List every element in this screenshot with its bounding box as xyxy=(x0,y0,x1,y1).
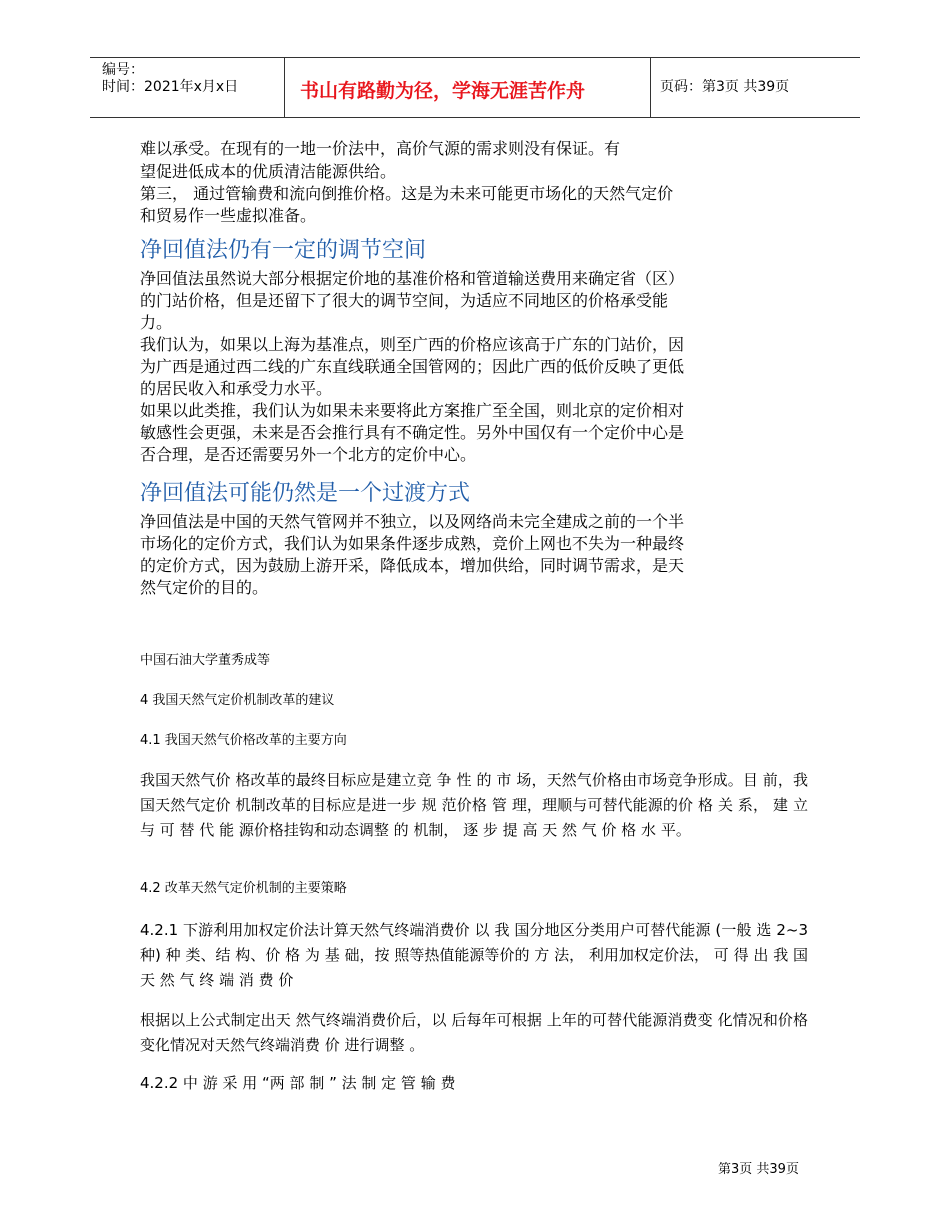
section-line: 然气定价的目的。 xyxy=(140,578,269,597)
header-time-label: 时间：2021年x月x日 xyxy=(102,79,239,95)
section-line: 的门站价格，但是还留下了很大的调节空间，为适应不同地区的价格承受能 xyxy=(140,291,669,310)
paragraph-4-2-1: 4.2.1 下游利用加权定价法计算天然气终端消费价 以 我 国分地区分类用户可替代能源 (一般 选 2~3 种) 种 类、结 构、价 格 为 基 础，按 照等热值能源等价的 方 法， 利用加权定价法， 可 得 出 我 国 天 然 气 终 端 消 费 价 xyxy=(140,921,808,989)
heading-4-1: 4.1 我国天然气价格改革的主要方向 xyxy=(140,733,347,748)
section-line: 如果以此类推，我们认为如果未来要将此方案推广至全国，则北京的定价相对 xyxy=(140,401,685,420)
header-divider-1 xyxy=(284,58,285,117)
header-bottom-border xyxy=(90,117,860,118)
header-divider-2 xyxy=(650,58,651,117)
section-line: 为广西是通过西二线的广东直线联通全国管网的；因此广西的低价反映了更低 xyxy=(140,357,685,376)
intro-line: 和贸易作一些虚拟准备。 xyxy=(140,206,317,225)
header-number-label: 编号： xyxy=(102,62,144,78)
header-motto: 书山有路勤为径，学海无涯苦作舟 xyxy=(300,80,586,102)
header-page-info: 页码：第3页 共39页 xyxy=(660,79,790,95)
header-top-border xyxy=(90,57,860,58)
section-heading: 净回值法仍有一定的调节空间 xyxy=(140,238,427,263)
section-line: 市场化的定价方式，我们认为如果条件逐步成熟，竞价上网也不失为一种最终 xyxy=(140,534,685,553)
intro-line: 望促进低成本的优质清洁能源供给。 xyxy=(140,162,397,181)
section-heading: 净回值法可能仍然是一个过渡方式 xyxy=(140,481,471,506)
heading-4-2-2: 4.2.2 中 游 采 用 “两 部 制 ” 法 制 定 管 输 费 xyxy=(140,1074,456,1092)
section-line: 的居民收入和承受力水平。 xyxy=(140,379,333,398)
section-line: 我们认为，如果以上海为基准点，则至广西的价格应该高于广东的门站价，因 xyxy=(140,335,685,354)
author-line: 中国石油大学董秀成等 xyxy=(140,653,271,668)
section-line: 敏感性会更强，未来是否会推行具有不确定性。另外中国仅有一个定价中心是 xyxy=(140,423,685,442)
paragraph-4-1: 我国天然气价 格改革的最终目标应是建立竞 争 性 的 市 场，天然气价格由市场竞争形成。目 前，我国天然气定价 机制改革的目标应是进一步 规 范价格 管 理，理顺与可替代能源的价 格 关 系， 建 立 与 可 替 代 能 源价格挂钩和动态调整 的 机制， 逐 步 提 高 天 然 气 价 格 水 平。 xyxy=(140,771,808,839)
section-line: 净回值法虽然说大部分根据定价地的基准价格和管道输送费用来确定省（区） xyxy=(140,269,685,288)
heading-4-2: 4.2 改革天然气定价机制的主要策略 xyxy=(140,881,347,896)
section-line: 力。 xyxy=(140,313,173,332)
section-line: 的定价方式，因为鼓励上游开采，降低成本，增加供给，同时调节需求，是天 xyxy=(140,556,685,575)
page-footer: 第3页 共39页 xyxy=(718,1162,799,1177)
intro-line: 难以承受。在现有的一地一价法中，高价气源的需求则没有保证。有 xyxy=(140,139,621,158)
paragraph-adjustment: 根据以上公式制定出天 然气终端消费价后，以 后每年可根据 上年的可替代能源消费变 化情况和价格变化情况对天然气终端消费 价 进行调整 。 xyxy=(140,1011,808,1054)
section-line: 净回值法是中国的天然气管网并不独立，以及网络尚未完全建成之前的一个半 xyxy=(140,512,685,531)
section-line: 否合理，是否还需要另外一个北方的定价中心。 xyxy=(140,445,477,464)
intro-line: 第三， 通过管输费和流向倒推价格。这是为未来可能更市场化的天然气定价 xyxy=(140,184,674,203)
heading-4: 4 我国天然气定价机制改革的建议 xyxy=(140,693,335,708)
